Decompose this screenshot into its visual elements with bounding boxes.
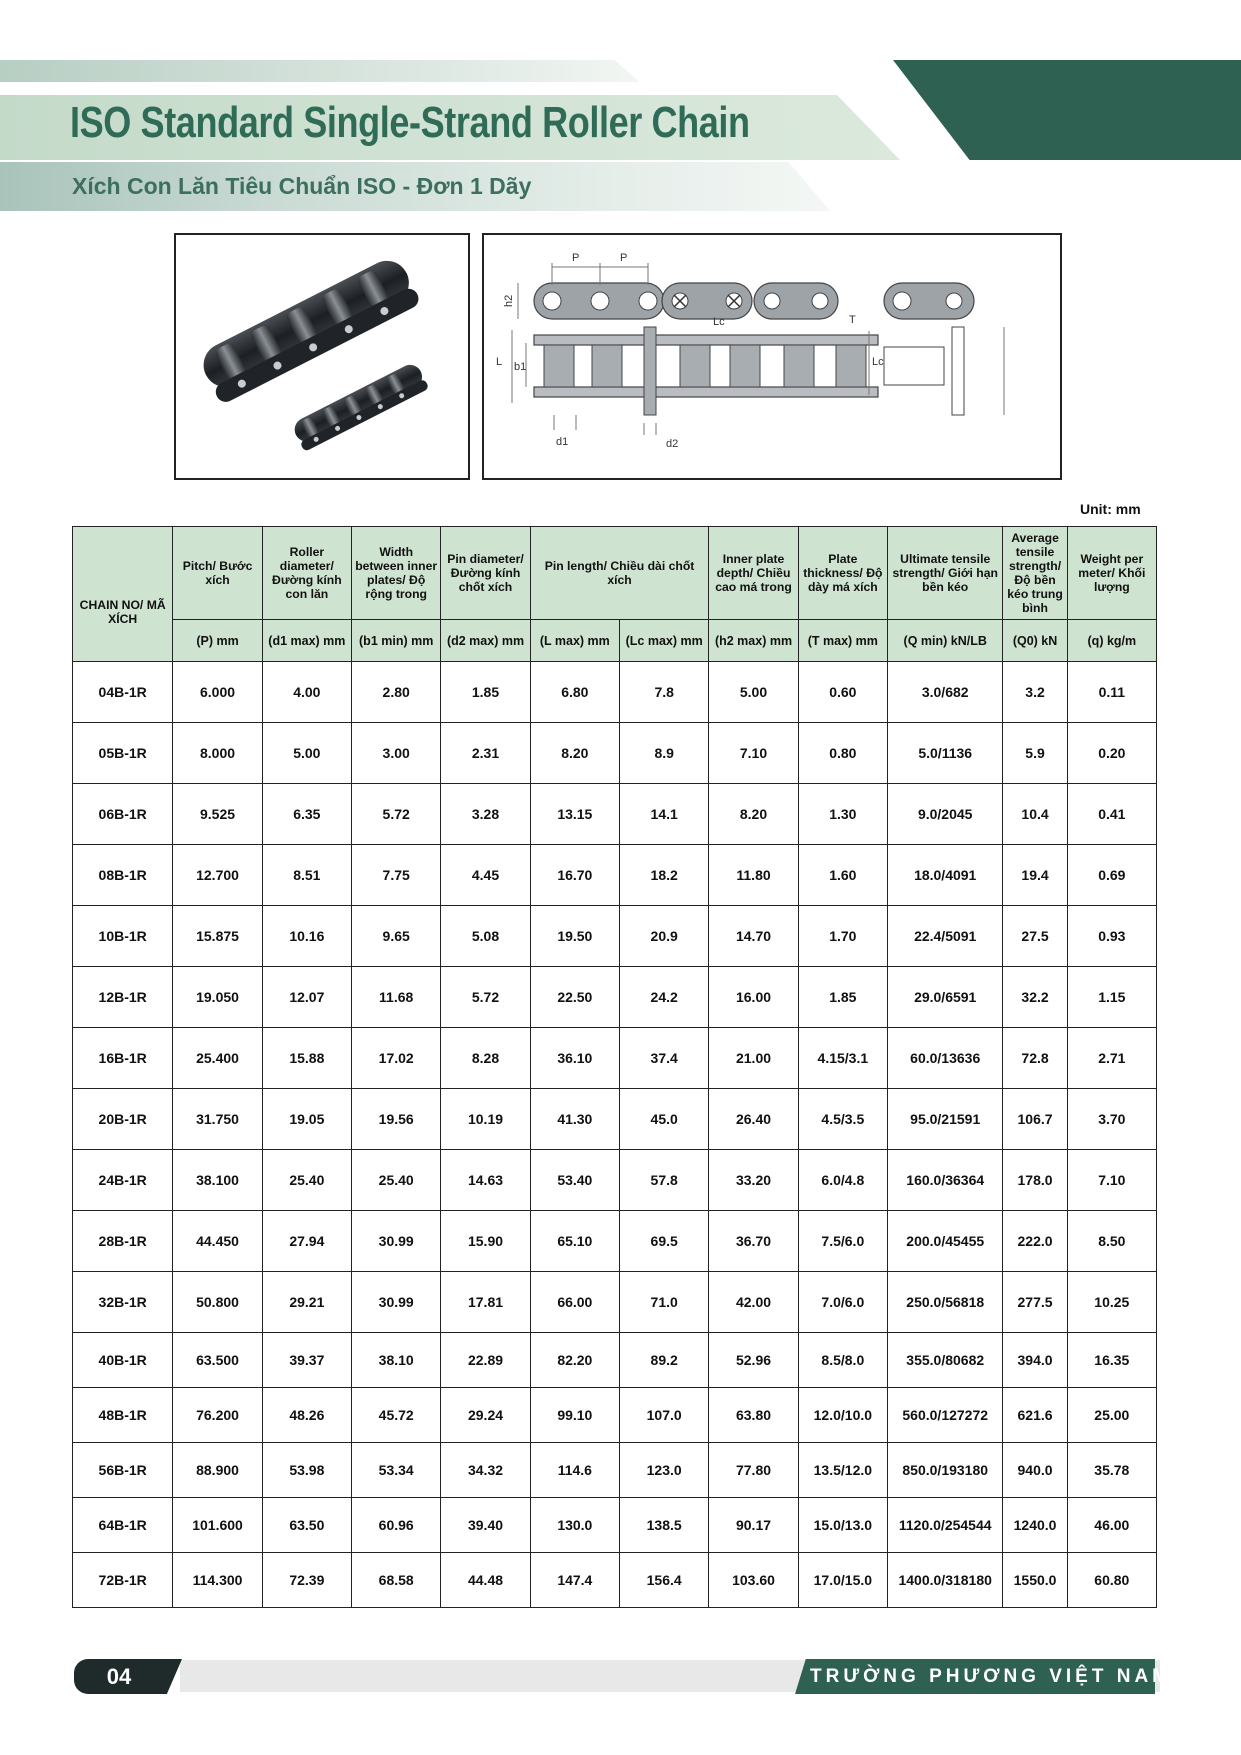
table-cell: 10.25 (1067, 1272, 1156, 1333)
table-cell: 1.70 (798, 906, 887, 967)
table-cell: 29.0/6591 (888, 967, 1003, 1028)
table-cell: 16.35 (1067, 1333, 1156, 1388)
table-cell: 8.28 (441, 1028, 530, 1089)
chain-no-cell: 05B-1R (73, 723, 173, 784)
table-cell: 65.10 (530, 1211, 619, 1272)
table-row (73, 967, 1157, 1028)
table-cell: 9.0/2045 (888, 784, 1003, 845)
table-cell: 63.500 (173, 1333, 262, 1388)
table-cell: 41.30 (530, 1089, 619, 1150)
label-lc-2: Lc (872, 356, 884, 368)
chain-no-cell: 16B-1R (73, 1028, 173, 1089)
table-cell: 3.00 (352, 723, 441, 784)
table-cell: 63.50 (262, 1498, 351, 1553)
chain-no-cell: 32B-1R (73, 1272, 173, 1333)
table-row (73, 1272, 1157, 1333)
table-cell: 36.10 (530, 1028, 619, 1089)
table-cell: 88.900 (173, 1443, 262, 1498)
table-cell: 35.78 (1067, 1443, 1156, 1498)
chain-no-cell: 72B-1R (73, 1553, 173, 1608)
header-inner-plate-depth: Inner plate depth/ Chiều cao má trong (709, 527, 798, 620)
table-row (73, 1388, 1157, 1443)
specification-table (72, 526, 1157, 1608)
table-cell: 1400.0/318180 (888, 1553, 1003, 1608)
table-cell: 68.58 (352, 1553, 441, 1608)
table-row (73, 1028, 1157, 1089)
label-t: T (849, 314, 856, 326)
header-pin-length: Pin length/ Chiều dài chốt xích (530, 527, 709, 620)
table-cell: 3.28 (441, 784, 530, 845)
table-cell: 1.85 (798, 967, 887, 1028)
table-cell: 16.00 (709, 967, 798, 1028)
chain-no-cell: 40B-1R (73, 1333, 173, 1388)
table-cell: 22.89 (441, 1333, 530, 1388)
table-cell: 355.0/80682 (888, 1333, 1003, 1388)
table-row (73, 1211, 1157, 1272)
chain-no-cell: 64B-1R (73, 1498, 173, 1553)
table-row (73, 723, 1157, 784)
table-cell: 0.41 (1067, 784, 1156, 845)
table-cell: 46.00 (1067, 1498, 1156, 1553)
unit-cell: (d2 max) mm (441, 620, 530, 662)
table-cell: 5.08 (441, 906, 530, 967)
table-row (73, 845, 1157, 906)
table-cell: 10.19 (441, 1089, 530, 1150)
table-cell: 11.68 (352, 967, 441, 1028)
table-cell: 114.6 (530, 1443, 619, 1498)
brand-name: TRƯỜNG PHƯƠNG VIỆT NAM (810, 1666, 1172, 1687)
table-cell: 8.51 (262, 845, 351, 906)
table-cell: 4.45 (441, 845, 530, 906)
table-cell: 250.0/56818 (888, 1272, 1003, 1333)
page-number: 04 (106, 1664, 132, 1689)
label-h2: h2 (503, 294, 515, 307)
table-cell: 9.525 (173, 784, 262, 845)
page-subtitle: Xích Con Lăn Tiêu Chuẩn ISO - Đơn 1 Dãy (72, 173, 532, 199)
table-cell: 2.80 (352, 662, 441, 723)
table-cell: 6.35 (262, 784, 351, 845)
table-cell: 30.99 (352, 1272, 441, 1333)
table-cell: 19.050 (173, 967, 262, 1028)
table-cell: 25.00 (1067, 1388, 1156, 1443)
table-cell: 9.65 (352, 906, 441, 967)
table-cell: 27.94 (262, 1211, 351, 1272)
table-cell: 4.5/3.5 (798, 1089, 887, 1150)
roller-chain-illustration (176, 235, 468, 478)
table-cell: 7.0/6.0 (798, 1272, 887, 1333)
unit-cell: (P) mm (173, 620, 262, 662)
chain-photo-panel (174, 233, 470, 480)
table-cell: 25.400 (173, 1028, 262, 1089)
table-cell: 5.72 (441, 967, 530, 1028)
table-cell: 1.15 (1067, 967, 1156, 1028)
table-cell: 32.2 (1003, 967, 1067, 1028)
chain-no-cell: 08B-1R (73, 845, 173, 906)
table-cell: 19.4 (1003, 845, 1067, 906)
table-cell: 99.10 (530, 1388, 619, 1443)
table-cell: 850.0/193180 (888, 1443, 1003, 1498)
header-roller-diameter: Roller diameter/ Đường kính con lăn (262, 527, 351, 620)
table-cell: 138.5 (620, 1498, 709, 1553)
table-cell: 147.4 (530, 1553, 619, 1608)
header-average-tensile: Average tensile strength/ Độ bền kéo trung bình (1003, 527, 1067, 620)
table-cell: 53.98 (262, 1443, 351, 1498)
table-cell: 72.39 (262, 1553, 351, 1608)
table-cell: 95.0/21591 (888, 1089, 1003, 1150)
chain-no-cell: 48B-1R (73, 1388, 173, 1443)
table-row (73, 1333, 1157, 1388)
unit-cell: (Lc max) mm (620, 620, 709, 662)
table-cell: 48.26 (262, 1388, 351, 1443)
table-cell: 2.31 (441, 723, 530, 784)
table-cell: 22.50 (530, 967, 619, 1028)
table-cell: 4.15/3.1 (798, 1028, 887, 1089)
decorative-band-top (0, 60, 640, 82)
table-cell: 45.0 (620, 1089, 709, 1150)
table-cell: 31.750 (173, 1089, 262, 1150)
header-plate-thickness: Plate thickness/ Độ dày má xích (798, 527, 887, 620)
table-cell: 3.2 (1003, 662, 1067, 723)
table-cell: 0.93 (1067, 906, 1156, 967)
table-cell: 25.40 (352, 1150, 441, 1211)
table-cell: 33.20 (709, 1150, 798, 1211)
table-cell: 8.20 (709, 784, 798, 845)
table-cell: 394.0 (1003, 1333, 1067, 1388)
table-cell: 7.8 (620, 662, 709, 723)
table-cell: 38.10 (352, 1333, 441, 1388)
table-cell: 114.300 (173, 1553, 262, 1608)
table-cell: 38.100 (173, 1150, 262, 1211)
chain-no-cell: 10B-1R (73, 906, 173, 967)
chain-no-cell: 06B-1R (73, 784, 173, 845)
table-cell: 178.0 (1003, 1150, 1067, 1211)
table-cell: 107.0 (620, 1388, 709, 1443)
table-cell: 11.80 (709, 845, 798, 906)
table-body (73, 662, 1157, 1608)
table-cell: 15.88 (262, 1028, 351, 1089)
table-cell: 12.07 (262, 967, 351, 1028)
page-title: ISO Standard Single-Strand Roller Chain (70, 98, 750, 147)
table-cell: 69.5 (620, 1211, 709, 1272)
chain-no-cell: 20B-1R (73, 1089, 173, 1150)
table-cell: 7.10 (709, 723, 798, 784)
table-cell: 5.00 (709, 662, 798, 723)
table-cell: 6.0/4.8 (798, 1150, 887, 1211)
table-cell: 1120.0/254544 (888, 1498, 1003, 1553)
table-cell: 1550.0 (1003, 1553, 1067, 1608)
table-cell: 15.875 (173, 906, 262, 967)
table-row (73, 1498, 1157, 1553)
chain-dimension-diagram (482, 233, 1062, 480)
table-cell: 63.80 (709, 1388, 798, 1443)
table-cell: 72.8 (1003, 1028, 1067, 1089)
table-cell: 6.80 (530, 662, 619, 723)
table-cell: 1240.0 (1003, 1498, 1067, 1553)
label-d1: d1 (556, 436, 569, 448)
table-cell: 14.70 (709, 906, 798, 967)
table-cell: 20.9 (620, 906, 709, 967)
label-lc-1: Lc (713, 316, 725, 328)
table-cell: 2.71 (1067, 1028, 1156, 1089)
unit-cell: (h2 max) mm (709, 620, 798, 662)
unit-cell: (Q min) kN/LB (888, 620, 1003, 662)
table-cell: 60.80 (1067, 1553, 1156, 1608)
table-cell: 76.200 (173, 1388, 262, 1443)
chain-no-cell: 24B-1R (73, 1150, 173, 1211)
table-cell: 60.0/13636 (888, 1028, 1003, 1089)
table-cell: 17.81 (441, 1272, 530, 1333)
label-p-1: P (572, 252, 580, 264)
table-cell: 106.7 (1003, 1089, 1067, 1150)
table-row (73, 662, 1157, 723)
header-weight: Weight per meter/ Khối lượng (1067, 527, 1156, 620)
table-cell: 17.0/15.0 (798, 1553, 887, 1608)
table-cell: 8.20 (530, 723, 619, 784)
table-cell: 15.90 (441, 1211, 530, 1272)
table-cell: 19.50 (530, 906, 619, 967)
table-cell: 89.2 (620, 1333, 709, 1388)
table-cell: 0.11 (1067, 662, 1156, 723)
table-cell: 44.48 (441, 1553, 530, 1608)
table-row (73, 1553, 1157, 1608)
table-cell: 160.0/36364 (888, 1150, 1003, 1211)
table-cell: 13.5/12.0 (798, 1443, 887, 1498)
table-cell: 90.17 (709, 1498, 798, 1553)
chain-no-cell: 28B-1R (73, 1211, 173, 1272)
table-cell: 103.60 (709, 1553, 798, 1608)
table-cell: 52.96 (709, 1333, 798, 1388)
table-row (73, 1150, 1157, 1211)
table-cell: 45.72 (352, 1388, 441, 1443)
label-p-2: P (620, 252, 628, 264)
dimension-drawing (484, 235, 1060, 478)
table-cell: 1.85 (441, 662, 530, 723)
table-cell: 156.4 (620, 1553, 709, 1608)
table-cell: 25.40 (262, 1150, 351, 1211)
table-cell: 39.37 (262, 1333, 351, 1388)
table-cell: 26.40 (709, 1089, 798, 1150)
table-cell: 60.96 (352, 1498, 441, 1553)
table-cell: 130.0 (530, 1498, 619, 1553)
header-inner-width: Width between inner plates/ Độ rộng trong (352, 527, 441, 620)
table-cell: 7.75 (352, 845, 441, 906)
table-row (73, 906, 1157, 967)
table-cell: 44.450 (173, 1211, 262, 1272)
table-cell: 77.80 (709, 1443, 798, 1498)
table-cell: 560.0/127272 (888, 1388, 1003, 1443)
table-cell: 6.000 (173, 662, 262, 723)
table-cell: 0.60 (798, 662, 887, 723)
header-pin-diameter: Pin diameter/ Đường kính chốt xích (441, 527, 530, 620)
table-cell: 19.56 (352, 1089, 441, 1150)
unit-cell: (T max) mm (798, 620, 887, 662)
table-cell: 18.2 (620, 845, 709, 906)
table-cell: 29.21 (262, 1272, 351, 1333)
decorative-dark-block (893, 60, 1241, 160)
table-cell: 8.50 (1067, 1211, 1156, 1272)
table-cell: 36.70 (709, 1211, 798, 1272)
table-cell: 50.800 (173, 1272, 262, 1333)
unit-label: Unit: mm (1080, 501, 1141, 517)
table-cell: 0.69 (1067, 845, 1156, 906)
table-cell: 0.80 (798, 723, 887, 784)
table-cell: 22.4/5091 (888, 906, 1003, 967)
table-cell: 5.00 (262, 723, 351, 784)
table-cell: 30.99 (352, 1211, 441, 1272)
chain-no-cell: 56B-1R (73, 1443, 173, 1498)
table-cell: 1.60 (798, 845, 887, 906)
table-cell: 200.0/45455 (888, 1211, 1003, 1272)
table-cell: 10.4 (1003, 784, 1067, 845)
table-cell: 66.00 (530, 1272, 619, 1333)
unit-cell: (q) kg/m (1067, 620, 1156, 662)
table-cell: 940.0 (1003, 1443, 1067, 1498)
table-cell: 57.8 (620, 1150, 709, 1211)
table-cell: 7.5/6.0 (798, 1211, 887, 1272)
table-cell: 12.0/10.0 (798, 1388, 887, 1443)
units-row (73, 620, 1157, 662)
table-cell: 3.0/682 (888, 662, 1003, 723)
table-cell: 27.5 (1003, 906, 1067, 967)
table-cell: 15.0/13.0 (798, 1498, 887, 1553)
table-cell: 5.0/1136 (888, 723, 1003, 784)
table-cell: 12.700 (173, 845, 262, 906)
table-row (73, 784, 1157, 845)
table-cell: 34.32 (441, 1443, 530, 1498)
table-cell: 53.40 (530, 1150, 619, 1211)
unit-cell: (b1 min) mm (352, 620, 441, 662)
header-ultimate-tensile: Ultimate tensile strength/ Giới hạn bền kéo (888, 527, 1003, 620)
table-cell: 222.0 (1003, 1211, 1067, 1272)
table-row (73, 1443, 1157, 1498)
chain-no-cell: 04B-1R (73, 662, 173, 723)
table-cell: 0.20 (1067, 723, 1156, 784)
unit-cell: (L max) mm (530, 620, 619, 662)
table-cell: 19.05 (262, 1089, 351, 1150)
table-cell: 8.5/8.0 (798, 1333, 887, 1388)
table-cell: 10.16 (262, 906, 351, 967)
unit-cell: (d1 max) mm (262, 620, 351, 662)
chain-no-cell: 12B-1R (73, 967, 173, 1028)
table-cell: 4.00 (262, 662, 351, 723)
table-cell: 37.4 (620, 1028, 709, 1089)
table-cell: 3.70 (1067, 1089, 1156, 1150)
header-chain-no: CHAIN NO/ MÃ XÍCH (73, 527, 173, 662)
table-cell: 8.000 (173, 723, 262, 784)
table-row (73, 1089, 1157, 1150)
table-cell: 16.70 (530, 845, 619, 906)
table-cell: 21.00 (709, 1028, 798, 1089)
table-cell: 18.0/4091 (888, 845, 1003, 906)
table-cell: 39.40 (441, 1498, 530, 1553)
table-cell: 29.24 (441, 1388, 530, 1443)
table-cell: 1.30 (798, 784, 887, 845)
table-cell: 42.00 (709, 1272, 798, 1333)
header-pitch: Pitch/ Bước xích (173, 527, 262, 620)
table-cell: 101.600 (173, 1498, 262, 1553)
table-cell: 7.10 (1067, 1150, 1156, 1211)
unit-cell: (Q0) kN (1003, 620, 1067, 662)
table-cell: 14.1 (620, 784, 709, 845)
table-cell: 13.15 (530, 784, 619, 845)
table-cell: 123.0 (620, 1443, 709, 1498)
label-b1: b1 (514, 361, 527, 373)
label-l: L (496, 356, 503, 368)
table-cell: 24.2 (620, 967, 709, 1028)
table-cell: 5.72 (352, 784, 441, 845)
table-cell: 8.9 (620, 723, 709, 784)
table-cell: 71.0 (620, 1272, 709, 1333)
table-cell: 621.6 (1003, 1388, 1067, 1443)
table-cell: 14.63 (441, 1150, 530, 1211)
table-cell: 82.20 (530, 1333, 619, 1388)
label-d2: d2 (666, 438, 679, 450)
table-cell: 53.34 (352, 1443, 441, 1498)
table-cell: 277.5 (1003, 1272, 1067, 1333)
table-cell: 17.02 (352, 1028, 441, 1089)
table-cell: 5.9 (1003, 723, 1067, 784)
